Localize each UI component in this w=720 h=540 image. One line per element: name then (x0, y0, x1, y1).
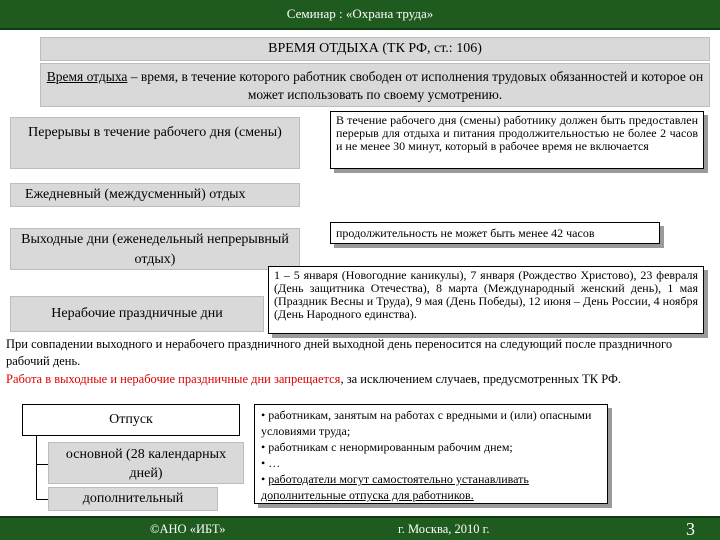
vacation-title: Отпуск (109, 412, 153, 427)
category-holidays (10, 296, 264, 332)
slide-title-text: ВРЕМЯ ОТДЫХА (ТК РФ, ст.: 106) (268, 41, 482, 56)
definition-box (40, 63, 710, 107)
connector-vertical (36, 436, 37, 500)
list-item: • … (261, 456, 281, 470)
vacation-box (22, 404, 240, 436)
note-weekends-text: продолжительность не может быть менее 42 часов (336, 226, 595, 240)
definition-term: Время отдыха (46, 69, 128, 84)
category-breaks (10, 117, 300, 169)
vacation-main-label: основной (28 календарных дней) (65, 447, 227, 481)
footer-bar (0, 516, 720, 540)
paragraph-prohibited (6, 371, 712, 405)
bullet-icon: • (261, 408, 266, 422)
note-breaks-text: В течение рабочего дня (смены) работнику должен быть предоставлен перерыв для отдыха и питания продолжительностью не более 2 часов и не менее 30 минут, который в рабочее время не включается (336, 113, 698, 153)
vacation-additional-list (254, 404, 608, 504)
category-weekends-label: Выходные дни (еженедельный непрерывный отдых) (21, 232, 289, 267)
vacation-main (48, 442, 244, 484)
slide-title (40, 37, 710, 61)
bullet-icon: • (261, 472, 266, 486)
header-bar (0, 0, 720, 30)
definition-text: – время, в течение которого работник свободен от исполнения трудовых обязанностей и которое он может использовать по своему усмотрению. (127, 69, 704, 102)
vacation-additional-label: дополнительный (82, 491, 184, 506)
list-item: • работодатели могут самостоятельно устанавливать дополнительные отпуска для работников. (261, 472, 529, 502)
footer-org: ©АНО «ИБТ» (150, 522, 226, 536)
category-weekends (10, 228, 300, 270)
connector-additional (36, 499, 48, 500)
category-breaks-label: Перерывы в течение рабочего дня (смены) (28, 125, 282, 140)
category-daily-label: Ежедневный (междусменный) отдых (25, 187, 246, 202)
vacation-additional (48, 487, 218, 511)
list-item: • работникам, занятым на работах с вредными и (или) опасными условиями труда; (261, 408, 592, 438)
paragraph-coincidence (6, 336, 712, 370)
category-holidays-label: Нерабочие праздничные дни (51, 306, 223, 321)
footer-city: г. Москва, 2010 г. (398, 522, 490, 536)
note-weekends (330, 222, 660, 244)
header-title: Семинар : «Охрана труда» (286, 6, 434, 21)
page-number: 3 (686, 519, 695, 539)
note-holidays-text: 1 – 5 января (Новогодние каникулы), 7 января (Рождество Христово), 23 февраля (День защитника Отечества), 8 марта (Международный женский день), 1 мая (Праздник Весны и Труда), 9 мая (День Победы), 12 июня – День России, 4 ноября (День Народного единства). (274, 268, 698, 321)
bullet-icon: • (261, 440, 266, 454)
connector-main (36, 464, 48, 465)
paragraph-prohibited-red: Работа в выходные и нерабочие праздничные дни запрещается (6, 372, 341, 386)
list-item: • работникам с ненормированным рабочим днем; (261, 440, 513, 454)
paragraph-prohibited-rest: , за исключением случаев, предусмотренных ТК РФ. (340, 372, 621, 386)
note-holidays (268, 266, 704, 334)
paragraph-coincidence-text: При совпадении выходного и нерабочего праздничного дней выходной день переносится на следующий после праздничного рабочий день. (6, 337, 673, 368)
category-daily (10, 183, 300, 207)
note-breaks (330, 111, 704, 169)
bullet-icon: • (261, 456, 266, 470)
